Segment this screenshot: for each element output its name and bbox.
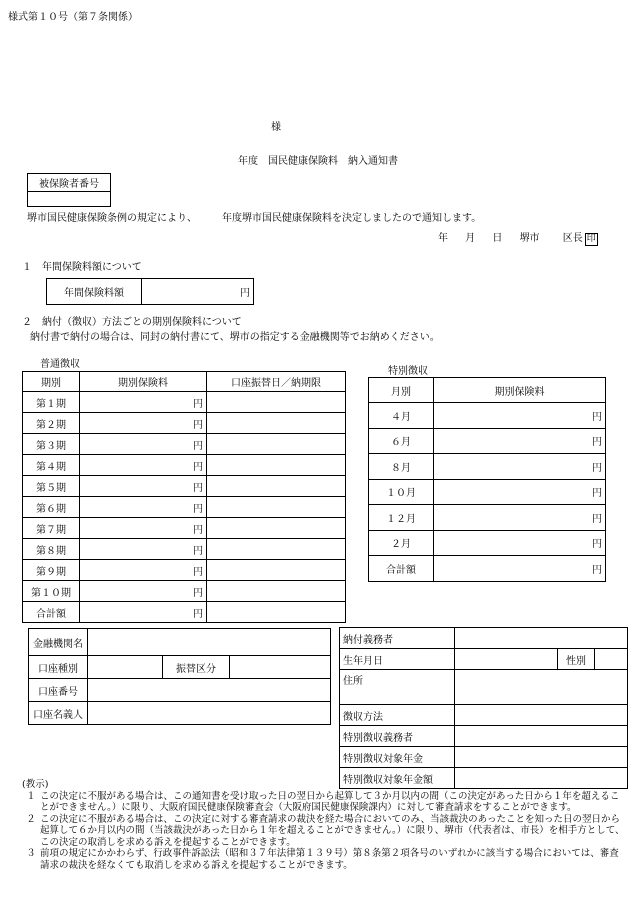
period-label: 第１期 <box>23 392 80 413</box>
period-label: 第２期 <box>23 413 80 434</box>
institution-field[interactable] <box>88 629 331 656</box>
address-label: 住所 <box>340 670 455 705</box>
table-row <box>369 505 606 531</box>
transfer-type-label: 振替区分 <box>163 656 230 679</box>
due-date-field[interactable] <box>207 455 346 476</box>
period-label: 第６期 <box>23 497 80 518</box>
table-row <box>23 497 346 518</box>
special-obligor-field[interactable] <box>455 726 628 747</box>
period-premium[interactable]: 円 <box>80 518 207 539</box>
section2-note: 納付書で納付の場合は、同封の納付書にて、堺市の指定する金融機関等でお納めください。 <box>30 332 440 343</box>
note-number: ３ <box>26 848 36 859</box>
period-premium[interactable]: 円 <box>80 392 207 413</box>
birthdate-field[interactable] <box>455 649 558 670</box>
note-item <box>22 814 626 849</box>
period-premium[interactable]: 円 <box>80 560 207 581</box>
decision-text: 堺市国民健康保険条例の規定により、 年度堺市国民健康保険料を決定しましたので通知します。 <box>27 213 482 224</box>
period-premium[interactable]: 円 <box>80 413 207 434</box>
period-label: 合計額 <box>23 602 80 623</box>
table-row <box>23 392 346 413</box>
method-field[interactable] <box>455 705 628 726</box>
period-premium[interactable]: 円 <box>80 476 207 497</box>
address-field[interactable] <box>455 670 628 705</box>
month-label: ８月 <box>369 454 434 480</box>
table-header-row <box>23 372 346 392</box>
insured-number-table <box>27 173 111 207</box>
month-label: ６月 <box>369 428 434 454</box>
table-row <box>23 455 346 476</box>
period-label: 第４期 <box>23 455 80 476</box>
bank-account-table <box>28 628 331 725</box>
month-label: ２月 <box>369 530 434 556</box>
date-year-label: 年 <box>438 233 448 244</box>
note-text: この決定に不服がある場合は、この通知書を受け取った日の翌日から起算して３か月以内の間（この決定があった日から１年を超えることができません。）に限り、大阪府国民健康保険審査会（大阪府国民健康保険課内）に対して審査請求をすることができます。 <box>40 790 620 813</box>
period-label: 第９期 <box>23 560 80 581</box>
note-number: １ <box>26 790 36 802</box>
due-date-field[interactable] <box>207 476 346 497</box>
note-item <box>22 848 626 871</box>
period-premium[interactable]: 円 <box>80 581 207 602</box>
due-date-field[interactable] <box>207 497 346 518</box>
date-day-label: 日 <box>492 233 503 244</box>
month-label: ４月 <box>369 403 434 429</box>
birthdate-label: 生年月日 <box>340 649 455 670</box>
notes-heading: (教示) <box>22 779 49 790</box>
table-row <box>369 556 606 582</box>
month-premium[interactable]: 円 <box>434 454 606 480</box>
table-row <box>23 434 346 455</box>
period-premium[interactable]: 円 <box>80 602 207 623</box>
period-label: 第３期 <box>23 434 80 455</box>
due-date-field[interactable] <box>207 392 346 413</box>
table-row <box>23 560 346 581</box>
column-header: 口座振替日／納期限 <box>207 372 346 392</box>
notes-section <box>22 779 626 871</box>
table-row <box>23 539 346 560</box>
period-premium[interactable]: 円 <box>80 539 207 560</box>
due-date-field[interactable] <box>207 560 346 581</box>
city-label: 堺市 <box>519 233 540 244</box>
note-text: この決定に不服がある場合は、この決定に対する審査請求の裁決を経た場合においてのみ、当該裁決のあったことを知った日の翌日から起算して６か月以内の間（当該裁決があった日から１年を超えることができません。）に限り、堺市（代表者は、市長）を相手方として、この決定の取消しを求める訴えを提起することができます。 <box>40 813 625 848</box>
special-collection-table <box>368 377 606 582</box>
period-premium[interactable]: 円 <box>80 497 207 518</box>
ordinary-caption: 普通徴収 <box>40 359 80 370</box>
method-label: 徴収方法 <box>340 705 455 726</box>
form-number: 様式第１０号（第７条関係） <box>8 12 138 23</box>
period-premium[interactable]: 円 <box>80 455 207 476</box>
special-caption: 特別徴収 <box>388 366 428 377</box>
table-row <box>23 518 346 539</box>
payer-info-table <box>339 627 628 789</box>
pension-field[interactable] <box>455 747 628 768</box>
due-date-field[interactable] <box>207 602 346 623</box>
date-month-label: 月 <box>465 233 476 244</box>
account-holder-label: 口座名義人 <box>29 702 88 725</box>
table-row <box>23 581 346 602</box>
note-text: 前項の規定にかかわらず、行政事件訴訟法（昭和３７年法律第１３９号）第８条第２項各号のいずれかに該当する場合においては、審査請求の裁決を経なくても取消しを求める訴えを提起することができます。 <box>40 848 619 871</box>
month-premium[interactable]: 円 <box>434 479 606 505</box>
period-label: 第８期 <box>23 539 80 560</box>
institution-label: 金融機関名 <box>29 629 88 656</box>
page-title: 年度 国民健康保険料 納入通知書 <box>238 156 398 167</box>
due-date-field[interactable] <box>207 539 346 560</box>
column-header: 期別保険料 <box>80 372 207 392</box>
section1-heading: １ 年間保険料額について <box>22 262 142 273</box>
obligor-label: 納付義務者 <box>340 628 455 649</box>
account-type-label: 口座種別 <box>29 656 88 679</box>
table-row <box>369 403 606 429</box>
account-number-label: 口座番号 <box>29 679 88 702</box>
note-item <box>22 791 626 814</box>
month-label: １０月 <box>369 479 434 505</box>
month-premium[interactable]: 円 <box>434 403 606 429</box>
salutation: 様 <box>271 122 281 133</box>
table-row <box>369 428 606 454</box>
month-label: １２月 <box>369 505 434 531</box>
insured-number-label: 被保険者番号 <box>28 174 111 192</box>
table-row <box>369 479 606 505</box>
table-row <box>23 602 346 623</box>
month-premium[interactable]: 円 <box>434 505 606 531</box>
table-row <box>23 476 346 497</box>
table-row <box>369 530 606 556</box>
annual-premium-value[interactable]: 円 <box>142 279 254 305</box>
obligor-field[interactable] <box>455 628 628 649</box>
due-date-field[interactable] <box>207 413 346 434</box>
period-label: 第５期 <box>23 476 80 497</box>
table-header-row <box>369 378 606 403</box>
seal-icon: 印 <box>586 234 596 244</box>
due-date-field[interactable] <box>207 434 346 455</box>
pension-label: 特別徴収対象年金 <box>340 747 455 768</box>
month-premium[interactable]: 円 <box>434 530 606 556</box>
date-line <box>438 229 598 246</box>
account-number-field[interactable] <box>88 679 331 702</box>
insured-number-field[interactable] <box>28 192 111 207</box>
sex-label: 性別 <box>558 649 595 670</box>
column-header: 期別 <box>23 372 80 392</box>
ward-label: 区長 <box>562 233 583 244</box>
transfer-type-field[interactable] <box>230 656 331 679</box>
table-row <box>369 454 606 480</box>
period-label: 第７期 <box>23 518 80 539</box>
period-premium[interactable]: 円 <box>80 434 207 455</box>
account-type-field[interactable] <box>88 656 163 679</box>
annual-premium-label: 年間保険料額 <box>47 279 142 305</box>
special-obligor-label: 特別徴収義務者 <box>340 726 455 747</box>
column-header: 期別保険料 <box>434 378 606 403</box>
due-date-field[interactable] <box>207 518 346 539</box>
note-number: ２ <box>26 813 36 825</box>
account-holder-field[interactable] <box>88 702 331 725</box>
sex-field[interactable] <box>595 649 628 670</box>
column-header: 月別 <box>369 378 434 403</box>
month-label: 合計額 <box>369 556 434 582</box>
month-premium[interactable]: 円 <box>434 428 606 454</box>
annual-premium-table <box>46 278 254 305</box>
period-label: 第１０期 <box>23 581 80 602</box>
pension-amount-label: 特別徴収対象年金額 <box>340 768 455 789</box>
section2-heading: ２ 納付（徴収）方法ごとの期別保険料について <box>22 317 242 328</box>
month-premium[interactable]: 円 <box>434 556 606 582</box>
ordinary-collection-table <box>22 371 346 623</box>
table-row <box>23 413 346 434</box>
due-date-field[interactable] <box>207 581 346 602</box>
